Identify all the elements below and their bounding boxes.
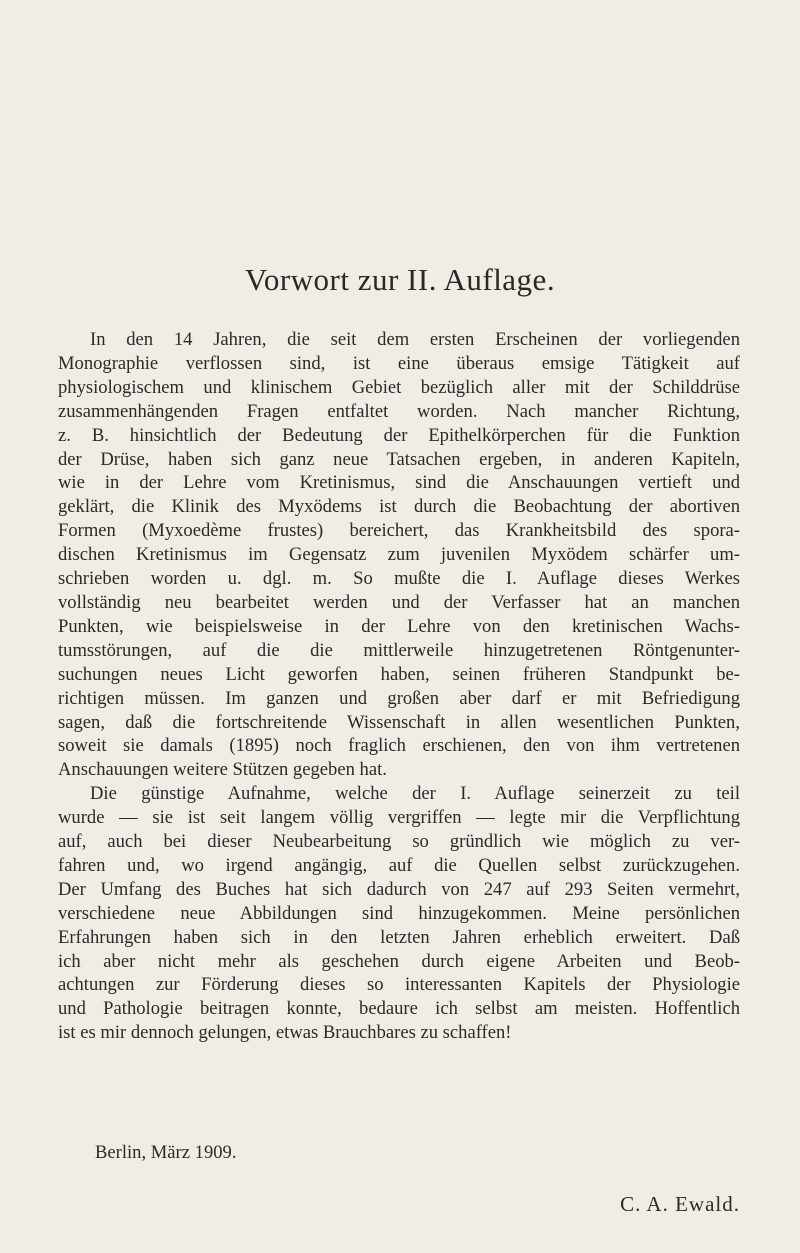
text-line: Die günstige Aufnahme, welche der I. Auflage seinerzeit zu teil bbox=[90, 783, 740, 805]
text-line: ich aber nicht mehr als geschehen durch eigene Arbeiten und Beob- bbox=[58, 950, 740, 972]
text-line: achtungen zur Förderung dieses so interessanten Kapitels der Physiologie bbox=[58, 974, 740, 996]
text-line: schrieben worden u. dgl. m. So mußte die I. Auflage dieses Werkes bbox=[58, 568, 740, 590]
text-line: Monographie verflossen sind, ist eine überaus emsige Tätigkeit auf bbox=[58, 352, 740, 374]
text-line: vollständig neu bearbeitet werden und der Verfasser hat an manchen bbox=[58, 591, 740, 613]
text-line: Erfahrungen haben sich in den letzten Jahren erheblich erweitert. Daß bbox=[58, 926, 740, 948]
text-line: geklärt, die Klinik des Myxödems ist durch die Beobachtung der abortiven bbox=[58, 496, 740, 518]
text-line: ist es mir dennoch gelungen, etwas Brauchbares zu schaffen! bbox=[58, 1022, 512, 1044]
body-text bbox=[58, 328, 740, 1045]
text-line: wurde — sie ist seit langem völlig vergriffen — legte mir die Verpflichtung bbox=[58, 807, 740, 829]
text-line: Formen (Myxoedème frustes) bereichert, das Krankheitsbild des spora- bbox=[58, 520, 740, 542]
text-line: soweit sie damals (1895) noch fraglich erschienen, den von ihm vertretenen bbox=[58, 735, 740, 757]
text-line: richtigen müssen. Im ganzen und großen aber darf er mit Befriedigung bbox=[58, 687, 740, 709]
place-date: Berlin, März 1909. bbox=[95, 1142, 237, 1163]
text-line: Anschauungen weitere Stützen gegeben hat. bbox=[58, 759, 387, 781]
text-line: Der Umfang des Buches hat sich dadurch von 247 auf 293 Seiten vermehrt, bbox=[58, 878, 740, 900]
text-line: z. B. hinsichtlich der Bedeutung der Epithelkörperchen für die Funktion bbox=[58, 424, 740, 446]
text-line: physiologischem und klinischem Gebiet bezüglich aller mit der Schilddrüse bbox=[58, 376, 740, 398]
text-line: zusammenhängenden Fragen entfaltet worden. Nach mancher Richtung, bbox=[58, 400, 740, 422]
text-line: Punkten, wie beispielsweise in der Lehre von den kretinischen Wachs- bbox=[58, 615, 740, 637]
paragraph-1 bbox=[58, 328, 740, 782]
text-line: auf, auch bei dieser Neubearbeitung so gründlich wie möglich zu ver- bbox=[58, 831, 740, 853]
text-line: fahren und, wo irgend angängig, auf die Quellen selbst zurückzugehen. bbox=[58, 854, 740, 876]
paragraph-2 bbox=[58, 782, 740, 1045]
text-line: und Pathologie beitragen konnte, bedaure ich selbst am meisten. Hoffentlich bbox=[58, 998, 740, 1020]
text-line: sagen, daß die fortschreitende Wissenschaft in allen wesentlichen Punkten, bbox=[58, 711, 740, 733]
text-line: dischen Kretinismus im Gegensatz zum juvenilen Myxödem schärfer um- bbox=[58, 544, 740, 566]
text-line: verschiedene neue Abbildungen sind hinzugekommen. Meine persönlichen bbox=[58, 902, 740, 924]
text-line: wie in der Lehre vom Kretinismus, sind die Anschauungen vertieft und bbox=[58, 472, 740, 494]
page-title: Vorwort zur II. Auflage. bbox=[244, 262, 556, 297]
author-signature: C. A. Ewald. bbox=[620, 1192, 740, 1216]
text-line: In den 14 Jahren, die seit dem ersten Erscheinen der vorliegenden bbox=[90, 329, 740, 350]
text-line: suchungen neues Licht geworfen haben, seinen früheren Standpunkt be- bbox=[58, 663, 740, 685]
text-line: tumsstörungen, auf die die mittlerweile hinzugetretenen Röntgenunter- bbox=[58, 639, 740, 661]
text-line: der Drüse, haben sich ganz neue Tatsachen ergeben, in anderen Kapiteln, bbox=[58, 448, 740, 470]
